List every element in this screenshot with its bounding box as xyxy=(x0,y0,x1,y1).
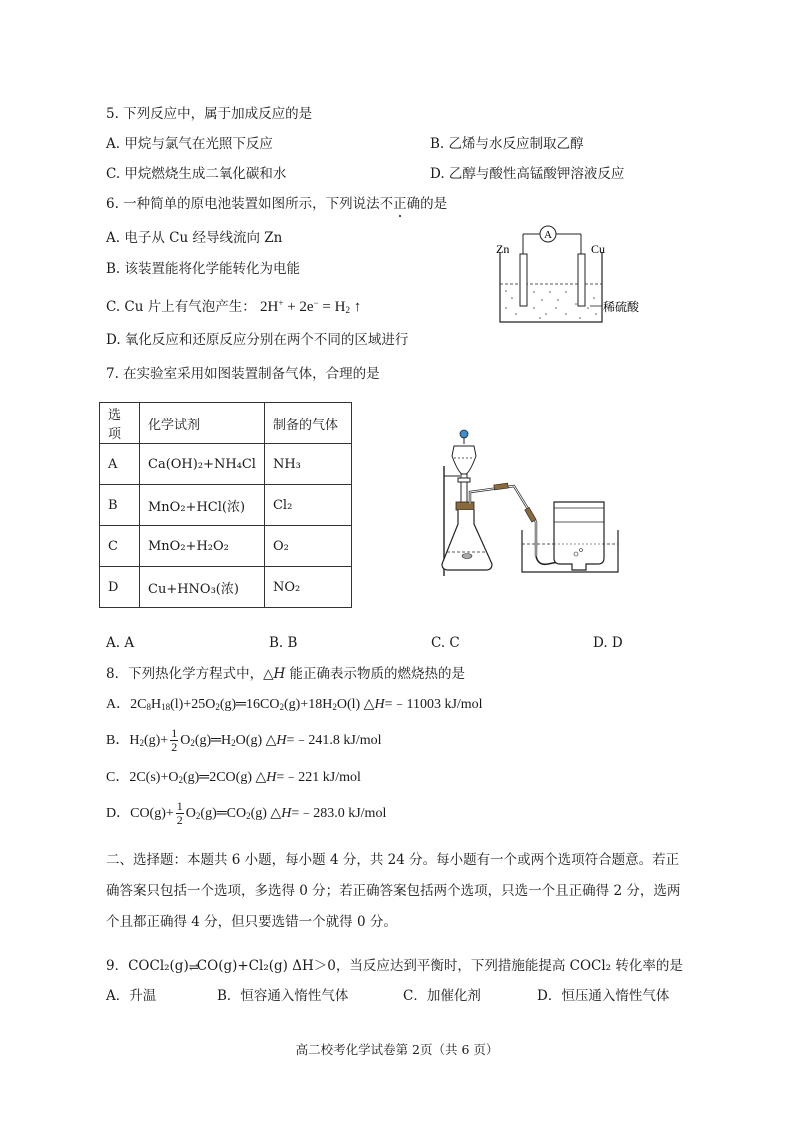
table-row xyxy=(100,485,352,526)
table-header: 制备的气体 xyxy=(264,403,351,444)
q8-option-c: C．$2C(s)+O_2(g)═2CO(g)$ △H=﹣221 kJ/mol xyxy=(106,770,361,785)
table-header: 化学试剂 xyxy=(140,403,265,444)
section2-line3: 个且都正确得 4 分，但只要选错一个就得 0 分。 xyxy=(106,914,397,930)
q9-option-c: C．加催化剂 xyxy=(403,988,481,1004)
q8-stem-pre: 8．下列热化学方程式中，△ xyxy=(106,666,274,682)
q9-stem-pre: 9．COCl₂(g) xyxy=(106,958,189,974)
table-cell: D xyxy=(100,567,140,608)
table-cell: NO₂ xyxy=(264,567,351,608)
section2-line1: 二、选择题：本题共 6 小题，每小题 4 分，共 24 分。每小题有一个或两个选项符合题意。若正 xyxy=(106,852,680,868)
q7-answer-c: C. C xyxy=(431,635,460,651)
table-cell: C xyxy=(100,526,140,567)
q5-option-c: C. 甲烷燃烧生成二氧化碳和水 xyxy=(106,166,287,182)
q6-equation: $2H^+ + 2e^- = H_2$ ↑ xyxy=(260,298,362,315)
reagent-table xyxy=(99,402,352,608)
q9-option-b: B．恒容通入惰性气体 xyxy=(217,988,349,1004)
table-header-row xyxy=(100,403,352,444)
table-cell: MnO₂+HCl(浓) xyxy=(140,485,265,526)
table-header: 选项 xyxy=(100,403,140,444)
section2-line2: 确答案只包括一个选项，多选得 0 分；若正确答案包括两个选项，只选一个且正确得 2 分，选两 xyxy=(106,883,681,899)
equilibrium-arrow-icon: ⇌ xyxy=(188,959,197,974)
page-footer: 高二校考化学试卷第 2页（共 6 页） xyxy=(295,1042,499,1057)
acid-label: 稀硫酸 xyxy=(603,300,640,314)
q9-stem-post: CO(g)+Cl₂(g) ΔH＞0，当反应达到平衡时，下列措施能提高 COCl₂ 转化率的是 xyxy=(196,958,683,974)
table-cell: MnO₂+H₂O₂ xyxy=(140,526,265,567)
q8-option-d: D．CO(g)+ $\frac{1}{2}$ $O_2(g)═CO_2(g)$ △H=﹣283.0 kJ/mol xyxy=(106,799,387,828)
q6-stem-post: 的是 xyxy=(420,196,448,212)
q6-stem xyxy=(106,194,447,214)
q7-answer-d: D. D xyxy=(593,635,623,651)
table-row xyxy=(100,567,352,608)
q5-option-b: B. 乙烯与水反应制取乙醇 xyxy=(430,136,584,152)
table-cell: Cl₂ xyxy=(264,485,351,526)
q6-option-c-text: C. Cu 片上有气泡产生： xyxy=(106,299,256,315)
ammeter-label: A xyxy=(544,229,552,241)
q8-option-a: A．$2C_8H_{18}(l)+25O_2(g)═16CO_2(g)+18H_2O(l)$ △H=﹣11003 kJ/mol xyxy=(106,697,483,712)
zn-electrode-label: Zn xyxy=(496,242,510,256)
table-cell: Cu+HNO₃(浓) xyxy=(140,567,265,608)
cu-electrode-label: Cu xyxy=(591,242,606,256)
q6-option-c xyxy=(106,293,361,320)
q8-option-b: B．$H_2(g)+$ $\frac{1}{2}$ $O_2(g)═H_2O(g)$ △H=﹣241.8 kJ/mol xyxy=(106,726,382,755)
q5-option-d: D. 乙醇与酸性高锰酸钾溶液反应 xyxy=(430,166,625,182)
q7-answer-b: B. B xyxy=(269,635,298,651)
q9-stem xyxy=(106,956,683,976)
table-cell: Ca(OH)₂+NH₄Cl xyxy=(140,444,265,485)
q5-option-a: A. 甲烷与氯气在光照下反应 xyxy=(106,136,273,152)
q6-option-b: B. 该装置能将化学能转化为电能 xyxy=(106,261,301,277)
q9-option-a: A．升温 xyxy=(106,988,157,1004)
table-cell: O₂ xyxy=(264,526,351,567)
q8-stem: 8．下列热化学方程式中，△H 能正确表示物质的燃烧热的是 xyxy=(106,666,466,682)
q6-option-a: A. 电子从 Cu 经导线流向 Zn xyxy=(106,230,283,246)
q7-answer-a: A. A xyxy=(106,635,135,651)
table-cell: NH₃ xyxy=(264,444,351,485)
q7-stem: 7. 在实验室采用如图装置制备气体，合理的是 xyxy=(106,366,380,382)
table-cell: A xyxy=(100,444,140,485)
table-cell: B xyxy=(100,485,140,526)
q6-option-d: D. 氧化反应和还原反应分别在两个不同的区域进行 xyxy=(106,332,409,348)
table-row xyxy=(100,444,352,485)
q6-stem-emphasis: 不正确 xyxy=(379,196,421,212)
galvanic-cell-figure xyxy=(490,222,660,330)
q6-stem-pre: 6. 一种简单的原电池装置如图所示，下列说法 xyxy=(106,196,380,212)
table-row xyxy=(100,526,352,567)
q5-stem: 5. 下列反应中，属于加成反应的是 xyxy=(106,106,313,122)
q9-option-d: D．恒压通入惰性气体 xyxy=(537,988,670,1004)
q8-stem-post: 能正确表示物质的燃烧热的是 xyxy=(285,666,466,682)
gas-apparatus-figure xyxy=(436,426,626,580)
